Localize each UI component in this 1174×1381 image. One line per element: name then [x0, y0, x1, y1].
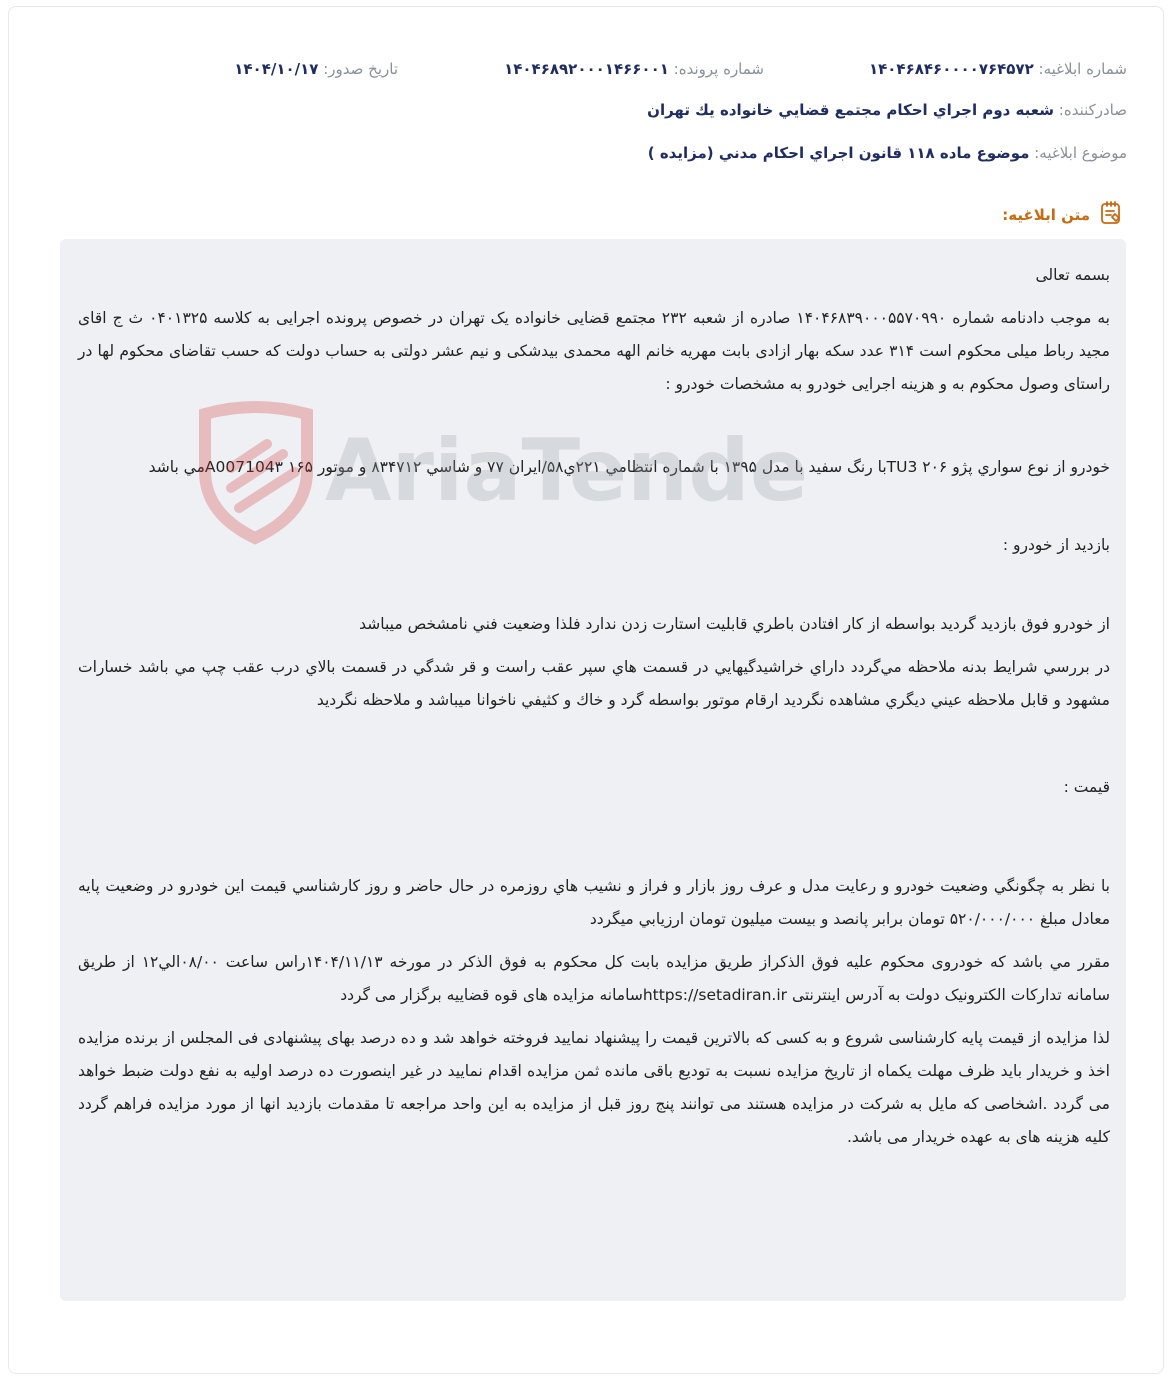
- subject-value: موضوع ماده ۱۱۸ قانون اجراي احكام مدني (مزايده ): [647, 144, 1030, 162]
- case-number: [504, 60, 764, 78]
- body-paragraph: بازدید از خودرو :: [1002, 536, 1110, 554]
- issuer: [647, 101, 1127, 119]
- issuer-value: شعبه دوم اجراي احكام مجتمع قضايي خانواده يك تهران: [647, 101, 1054, 119]
- watermark-text: AriaTende: [325, 421, 805, 521]
- body-paragraph: قیمت :: [1063, 778, 1110, 796]
- notice-body: [60, 239, 1126, 1301]
- issue-date: [234, 60, 398, 78]
- issuer-label: صادرکننده:: [1058, 101, 1127, 119]
- subject: [648, 144, 1127, 162]
- body-paragraph: به موجب دادنامه شماره ۱۴۰۴۶۸۳۹۰۰۰۵۵۷۰۹۹۰ صادره از شعبه ۲۳۲ مجتمع قضایی خانواده یک تهران در خصوص پرونده اجرایی به کلاسه ۰۴۰۱۳۲۵ ث ج اقای مجید رباط میلی محکوم است ۳۱۴ عدد سکه بهار ازادی بابت مهریه خانم الهه محمدی بیدشکی و نیم عشر دولتی به حساب دولت که حسب تقاضای محکوم لها در راستای وصول محکوم به و هزینه اجرایی خودرو به مشخصات خودرو :: [78, 309, 1110, 393]
- body-paragraph: از خودرو فوق بازديد گرديد بواسطه از كار افتادن باطري قابليت استارت زدن ندارد فلذا وضعيت فني نامشخص ميباشد: [359, 615, 1110, 633]
- body-paragraph: لذا مزایده از قیمت پایه کارشناسی شروع و به کسی که بالاترین قیمت را پیشنهاد نمایید فروخته خواهد شد و ده درصد بهای پیشنهادی فی المجلس از برنده مزایده اخذ و خریدار باید ظرف مهلت یکماه از تاریخ مزایده نسبت به تودیع باقی مانده ثمن مزایده اقدام نمایید در غیر اینصورت ده درصد اولیه به نفع دولت ضبط خواهد می گردد .اشخاصی که مایل به شرکت در مزایده هستند می توانند پنج روز قبل از مزایده به این واحد مراجعه تا مقدمات بازدید انها از مورد مزایده فراهم گردد کلیه هزینه های به عهده خریدار می باشد.: [78, 1029, 1110, 1146]
- notice-text-heading: [1002, 200, 1124, 230]
- issue-date-value: ۱۴۰۴/۱۰/۱۷: [234, 60, 319, 78]
- body-paragraph: خودرو از نوع سواري پژو ۲۰۶ TU3با رنگ سفيد با مدل ۱۳۹۵ با شماره انتظامي ۲۲۱ي۵۸/ايران ۷۷ و شاسي ۸۳۴۷۱۲ و موتور ۱۶۵ A007104۳مي باشد: [148, 458, 1110, 476]
- case-number-value: ۱۴۰۴۶۸۹۲۰۰۰۱۴۶۶۰۰۱: [504, 60, 669, 78]
- issue-date-label: تاریخ صدور:: [323, 60, 398, 78]
- body-paragraph: مقرر مي باشد که خودروی محکوم علیه فوق الذکراز طریق مزایده بابت کل محکوم به فوق الذکر در مورخه ۱۴۰۴/۱۱/۱۳راس ساعت ۰۸/۰۰الي۱۲ از طریق سامانه تدارکات الکترونیک دولت به آدرس اینترنتی https://setadiran.irسامانه مزایده های قوه قضاییه برگزار می گردد: [78, 953, 1111, 1004]
- body-paragraph: بسمه تعالی: [1035, 266, 1110, 284]
- body-paragraph: در بررسي شرايط بدنه ملاحظه مي‌گردد داراي خراشيدگيهايي در قسمت هاي سپر عقب راست و قر شدگي در قسمت بالاي درب عقب چپ مي باشد خسارات مشهود و قابل ملاحظه عيني ديگري مشاهده نگرديد ارقام موتور بواسطه گرد و خاك و كثيفي ناخوانا ميباشد و ملاحظه نگرديد: [78, 658, 1110, 709]
- body-paragraph: با نظر به چگونگي وضعيت خودرو و رعايت مدل و عرف روز بازار و فراز و نشيب هاي روزمره در حال حاضر و روز كارشناسي قيمت اين خودرو در وضعيت پایه معادل مبلغ ۵۲۰/۰۰۰/۰۰۰ تومان برابر پانصد و بیست میلیون تومان ارزيابي ميگردد: [78, 877, 1110, 928]
- notepad-icon: [1098, 200, 1124, 230]
- subject-label: موضوع ابلاغیه:: [1034, 144, 1127, 162]
- notice-number: [869, 60, 1127, 78]
- notice-number-value: ۱۴۰۴۶۸۴۶۰۰۰۰۷۶۴۵۷۲: [868, 60, 1034, 78]
- notice-number-label: شماره ابلاغیه:: [1038, 60, 1127, 78]
- case-number-label: شماره پرونده:: [673, 60, 764, 78]
- section-title: متن ابلاغیه:: [1002, 206, 1090, 224]
